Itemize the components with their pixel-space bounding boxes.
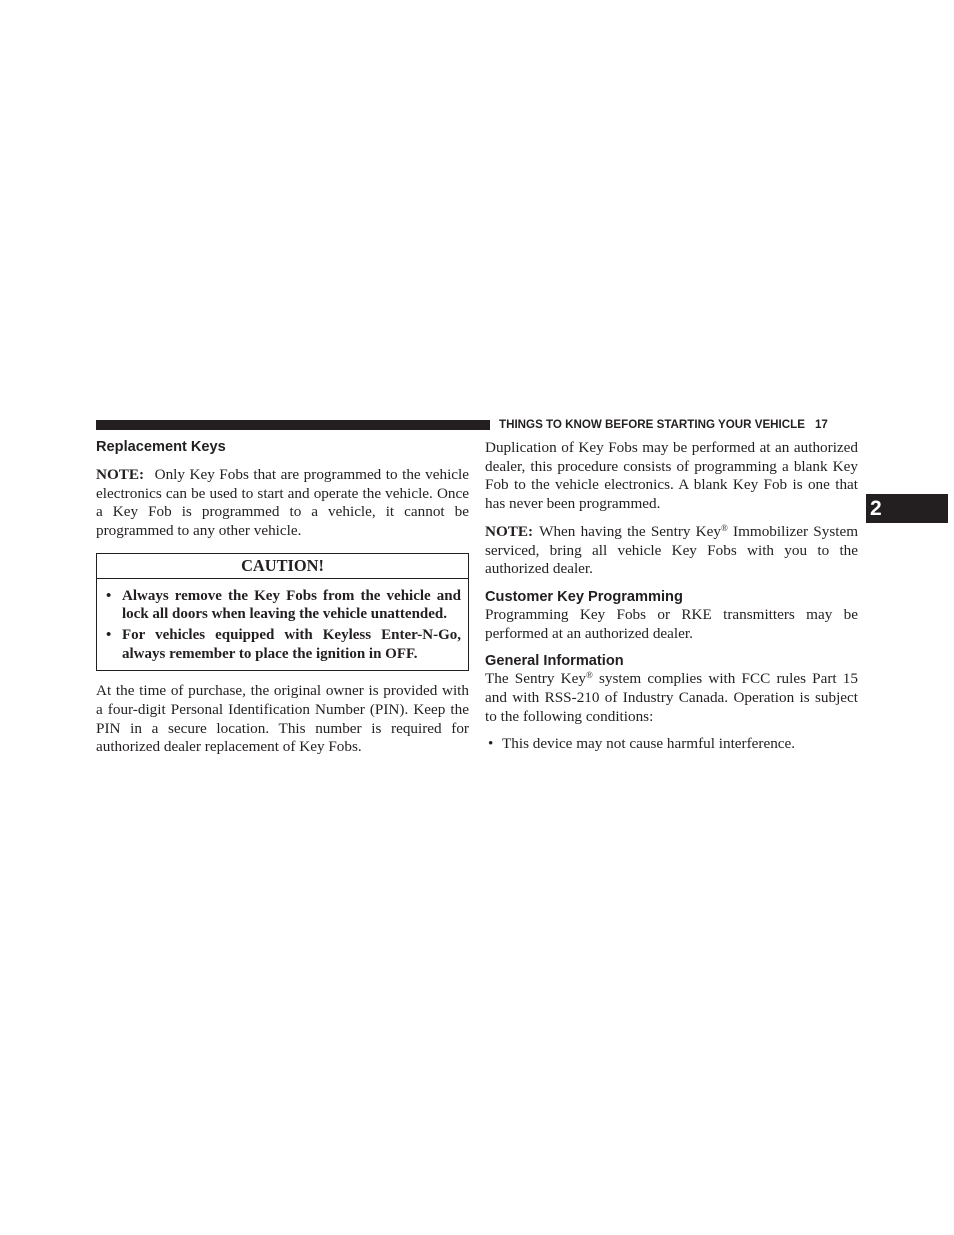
note-label: NOTE: [96,466,145,483]
replacement-keys-heading: Replacement Keys [96,439,226,455]
caution-item: • Always remove the Key Fobs from the vehicle and lock all doors when leaving the vehicle unattended. [106,587,461,623]
customer-key-programming-text: Programming Key Fobs or RKE transmitters may be performed at an authorized dealer. [485,605,858,642]
registered-mark: ® [585,670,593,681]
immobilizer-note: NOTE: When having the Sentry Key® Immobilizer System serviced, bring all vehicle Key Fobs with you to the authorized dealer. [485,522,859,578]
section-title: THINGS TO KNOW BEFORE STARTING YOUR VEHICLE [499,418,805,431]
list-item: • This device may not cause harmful interference. [488,735,796,753]
caution-list [97,579,468,670]
general-information-text: The Sentry Key® system complies with FCC rules Part 15 and with RSS-210 of Industry Canada. Operation is subject to the following conditions: [485,670,858,725]
customer-key-programming-heading: Customer Key Programming [485,588,683,605]
page-number: 17 [814,418,828,431]
general-information-heading: General Information [485,653,624,670]
bullet-icon: • [106,627,112,643]
bullet-icon: • [106,587,112,604]
running-header [499,417,859,433]
header-rule [96,420,490,430]
pin-paragraph: At the time of purchase, the original owner is provided with a four-digit Personal Identification Number (PIN). Keep the PIN in a secure location. This number is required for authorized dealer replacement of Key Fobs. [96,682,469,756]
bullet-icon: • [488,735,494,753]
registered-mark: ® [720,522,728,533]
caution-item: • For vehicles equipped with Keyless Enter-N-Go, always remember to place the ignition in OFF. [106,627,461,662]
note-text: Only Key Fobs that are programmed to the vehicle electronics can be used to start and operate the vehicle. Once a Key Fob is programmed to a vehicle, it cannot be programmed to any other vehicle. [96,466,470,540]
caution-title: CAUTION! [97,554,468,579]
duplication-paragraph: Duplication of Key Fobs may be performed at an authorized dealer, this procedure consists of programming a blank Key Fob to the vehicle electronics. A blank Key Fob is one that has never been programmed. [485,439,858,513]
note-label: NOTE: [485,522,534,540]
right-column [485,439,858,754]
left-column [96,438,469,757]
replacement-note [96,466,469,541]
caution-box [96,553,469,671]
chapter-tab: 2 [866,494,948,523]
conditions-list [485,735,858,754]
